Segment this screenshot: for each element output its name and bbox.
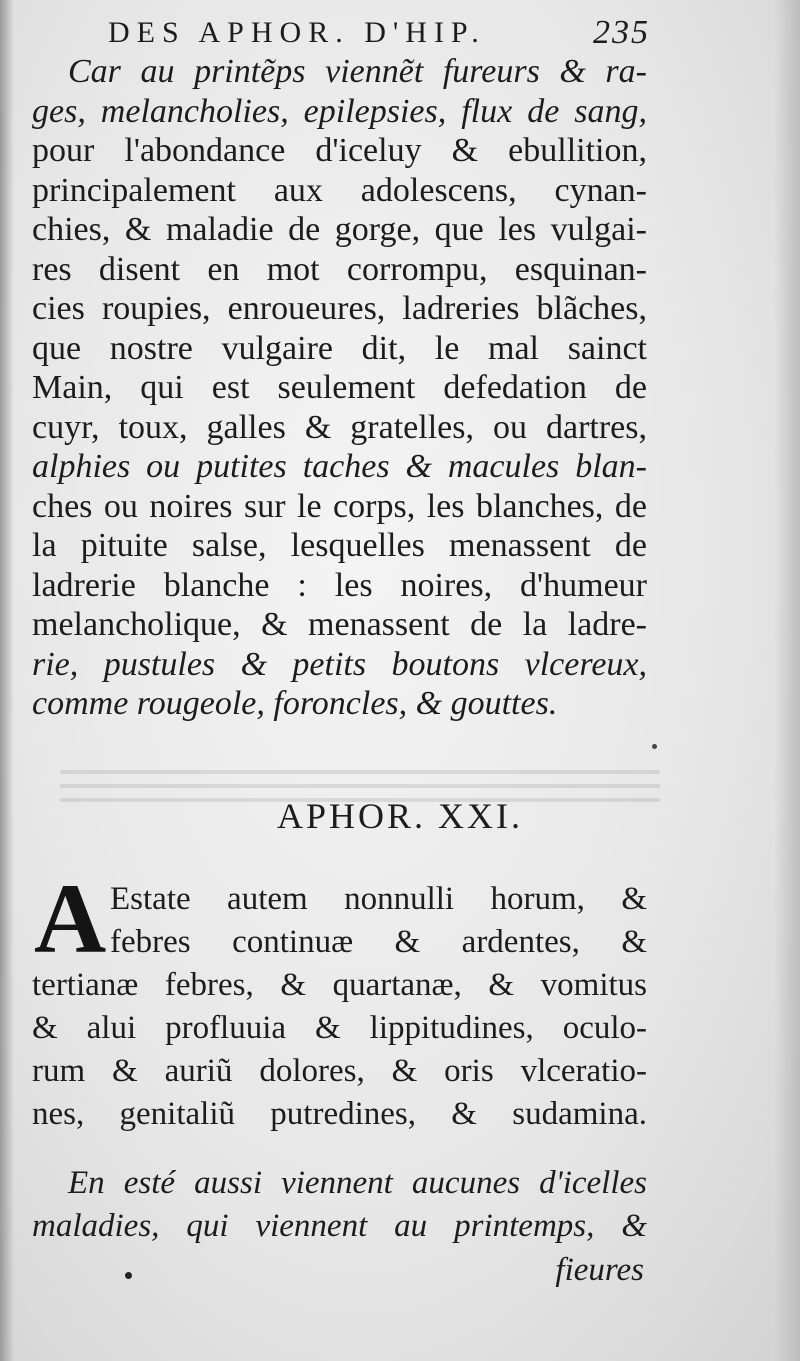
text-line: comme rougeole, foroncles, & gouttes.	[32, 685, 558, 722]
text-line: & alui profluuia & lippitudines, oculo-	[32, 1010, 647, 1046]
drop-cap: A	[34, 863, 107, 974]
text-line: En esté aussi viennent aucunes d'icelles	[68, 1165, 647, 1201]
text-line: ches ou noires sur le corps, les blanches, de	[32, 487, 647, 525]
page-header	[70, 10, 650, 50]
text-line: maladies, qui viennent au printemps, &	[32, 1208, 647, 1244]
text-line: alphies ou putites taches & macules blan-	[32, 448, 647, 485]
ink-speck	[125, 1272, 132, 1279]
text-line: pour l'abondance d'iceluy & ebullition,	[32, 132, 647, 169]
text-line: Car au printẽps viennẽt fureurs & ra-	[68, 53, 647, 90]
catchword: fieures	[555, 1252, 644, 1288]
text-line: ges, melancholies, epilepsies, flux de sang,	[32, 92, 647, 130]
text-line: tertianæ febres, & quartanæ, & vomitus	[32, 967, 647, 1003]
text-line: ladrerie blanche : les noires, d'humeur	[32, 566, 647, 604]
running-title: DES APHOR. D'HIP.	[108, 16, 486, 49]
right-page-edge-shadow	[774, 0, 800, 1361]
text-line: Main, qui est seulement defedation de	[32, 369, 647, 406]
text-line: rie, pustules & petits boutons vlcereux,	[32, 645, 647, 683]
french-passage-2	[32, 1162, 647, 1248]
left-page-edge-shadow	[0, 0, 14, 1361]
text-line: chies, & maladie de gorge, que les vulgai-	[32, 211, 647, 248]
french-passage-1	[32, 52, 647, 724]
aphorism-heading: APHOR. XXI.	[276, 796, 523, 836]
latin-passage	[32, 878, 647, 1136]
text-line: nes, genitaliũ putredines, & sudamina.	[32, 1096, 647, 1132]
page-number: 235	[593, 14, 650, 51]
text-line: cuyr, toux, galles & gratelles, ou dartres,	[32, 408, 647, 446]
text-line: res disent en mot corrompu, esquinan-	[32, 250, 647, 288]
text-line: que nostre vulgaire dit, le mal sainct	[32, 329, 647, 367]
text-line: la pituite salse, lesquelles menassent de	[32, 527, 647, 564]
ink-speck	[652, 744, 657, 749]
text-line: rum & auriũ dolores, & oris vlceratio-	[32, 1053, 647, 1089]
text-line: febres continuæ & ardentes, &	[110, 924, 647, 960]
text-line: Estate autem nonnulli horum, &	[110, 881, 647, 917]
text-line: principalement aux adolescens, cynan-	[32, 171, 647, 209]
text-line: cies roupies, enroueures, ladreries blãches,	[32, 290, 647, 327]
text-line: melancholique, & menassent de la ladre-	[32, 606, 647, 643]
